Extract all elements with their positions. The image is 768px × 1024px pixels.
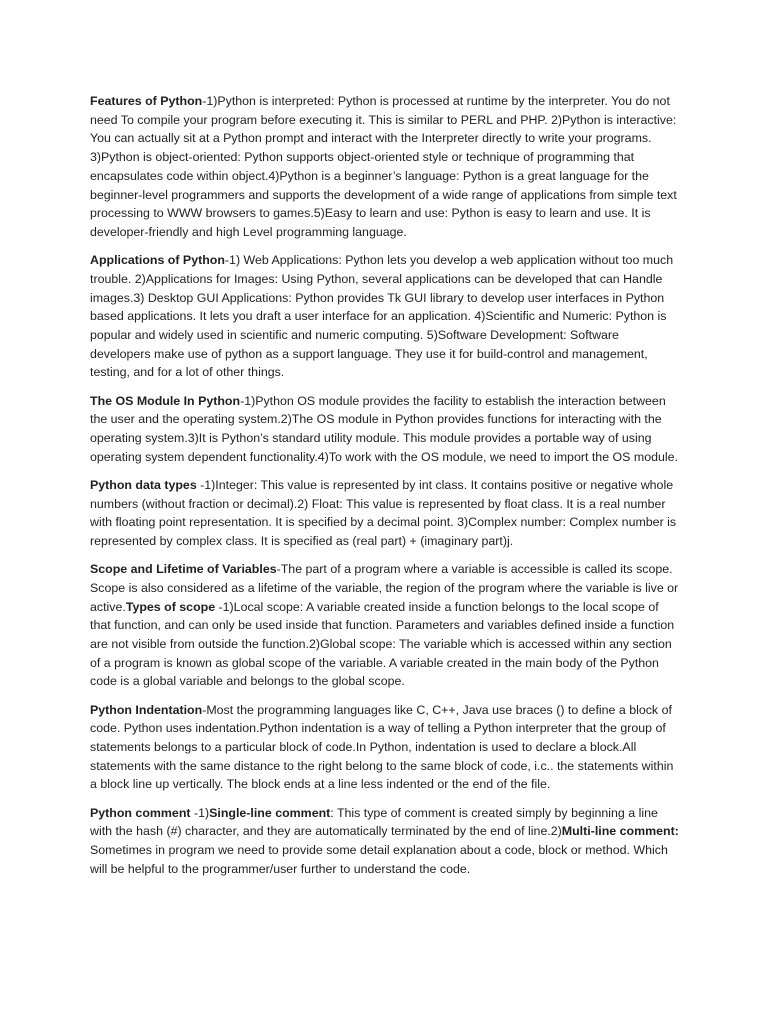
body-text: : This type of comment is created simply by beginning a line with the hash (#) character, and they are automatically terminated by the end of line.2) [90,805,658,839]
paragraph-python-comment [90,804,680,879]
heading-applications-of-python: Applications of Python [90,253,225,268]
body-text: -1)Python is interpreted: Python is processed at runtime by the interpreter. You do not need To compile your program before executing it. This is similar to PERL and PHP. 2)Python is interactive: You can actually sit at a Python prompt and interact with the Interpreter directly to write your programs. 3)Python is object-oriented: Python supports object-oriented style or technique of programming that encapsulates code within object.4)Python is a beginner’s language: Python is a great language for the beginner-level programmers and supports the development of a wide range of applications from simple text processing to WWW browsers to games.5)Easy to learn and use: Python is easy to learn and use. It is developer-friendly and high Level programming language. [90,94,677,239]
heading-multi-line-comment: Multi-line comment: [561,824,679,839]
heading-python-comment: Python comment [90,805,191,820]
paragraph-python-data-types [90,476,680,551]
paragraph-scope-and-lifetime [90,560,680,691]
body-text: Sometimes in program we need to provide some detail explanation about a code, block or method. Which will be helpful to the programmer/user further to understand the code. [90,843,668,876]
paragraph-os-module [90,392,680,467]
paragraph-python-indentation [90,701,680,795]
body-text: -1)Local scope: A variable created inside a function belongs to the local scope of that function, and can only be used inside that function. Parameters and variables defined inside a function are not visible from outside the function.2)Global scope: The variable which is accessed within any section of a program is known as global scope of the variable. A variable created in the main body of the Python code is a global variable and belongs to the global scope. [90,599,675,689]
paragraph-applications-of-python [90,251,680,382]
paragraph-features-of-python [90,92,680,242]
heading-single-line-comment: Single-line comment [209,805,331,820]
document-page [90,92,680,888]
body-text: -Most the programming languages like C, C++, Java use braces () to define a block of code. Python uses indentation.Python indentation is a way of telling a Python interpreter that the group of statements belongs to a particular block of code.In Python, indentation is used to declare a block.All statements with the same distance to the right belong to the same block of code, i.c.. the statements within a block line up vertically. The block ends at a line less indented or the end of the file. [90,702,674,792]
heading-python-indentation: Python Indentation [90,702,203,717]
body-text: -1) [190,805,210,820]
body-text: -1) Web Applications: Python lets you develop a web application without too much trouble. 2)Applications for Images: Using Python, several applications can be developed that can Handle images.3) Desktop GUI Applications: Python provides Tk GUI library to develop user interfaces in Python based applications. It lets you draft a user interface for an application. 4)Scientific and Numeric: Python is popular and widely used in scientific and numeric computing. 5)Software Development: Software developers make use of python as a support language. They use it for build-control and management, testing, and for a lot of other things. [90,253,674,380]
heading-python-data-types: Python data types [90,477,197,492]
body-text: -1)Integer: This value is represented by int class. It contains positive or negative whole numbers (without fraction or decimal).2) Float: This value is represented by float class. It is a real number with floating point representation. It is specified by a decimal point. 3)Complex number: Complex number is represented by complex class. It is specified as (real part) + (imaginary part)j. [90,477,677,548]
heading-features-of-python: Features of Python [90,94,203,108]
heading-os-module: The OS Module In Python [90,393,241,408]
body-text: -1)Python OS module provides the facility to establish the interaction between the user and the operating system.2)The OS module in Python provides functions for interacting with the operating system.3)It is Python’s standard utility module. This module provides a portable way of using operating system dependent functionality.4)To work with the OS module, we need to import the OS module. [90,393,678,464]
heading-scope-and-lifetime: Scope and Lifetime of Variables [90,562,277,577]
body-text: -The part of a program where a variable is accessible is called its scope. Scope is also considered as a lifetime of the variable, the region of the program where the variable is live or active. [90,562,679,614]
heading-types-of-scope: Types of scope [125,599,216,614]
